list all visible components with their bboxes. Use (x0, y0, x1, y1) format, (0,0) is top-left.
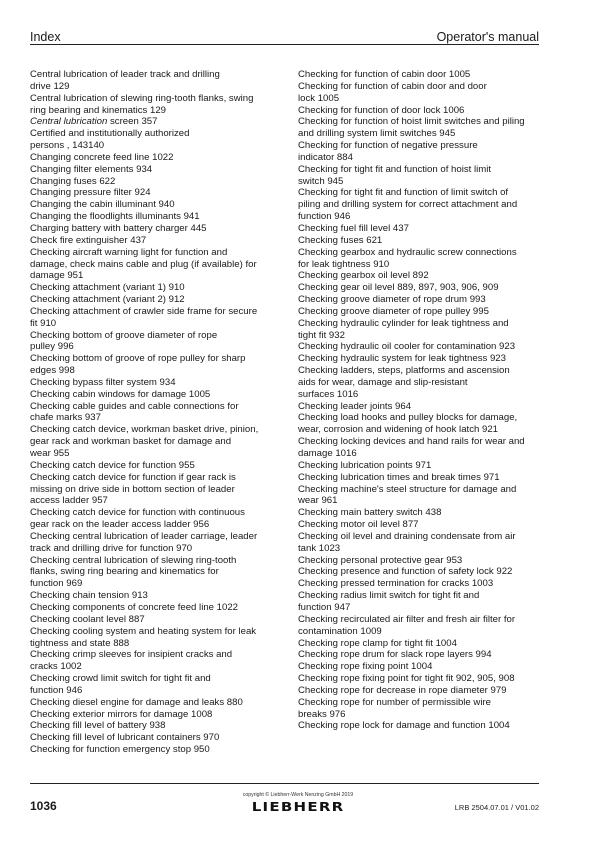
index-entry: Charging battery with battery charger 445 (30, 222, 207, 234)
index-entry: Checking fuel fill level 437 (298, 222, 409, 234)
index-entry: Checking groove diameter of rope pulley 995 (298, 305, 489, 317)
index-entry: Checking chain tension 913 (30, 590, 148, 602)
index-column-right (298, 69, 542, 732)
index-column-left (30, 69, 270, 756)
index-entry: Checking main battery switch 438 (298, 507, 442, 519)
header-document-title: Operator's manual (436, 30, 539, 44)
index-entry: Checking radius limit switch for tight fit and function 947 (298, 590, 480, 613)
index-entry: Checking catch device for function 955 (30, 459, 195, 471)
index-entry: Checking lubrication points 971 (298, 459, 432, 471)
index-entry: Checking for function of door lock 1006 (298, 104, 465, 116)
index-entry: Checking cooling system and heating system for leak tightness and state 888 (30, 625, 257, 649)
index-entry: Checking lubrication times and break times 971 (298, 471, 500, 483)
index-entry: Checking rope clamp for tight fit 1004 (298, 637, 457, 649)
index-entry: Checking groove diameter of rope drum 993 (298, 294, 486, 306)
index-entry: Checking bottom of groove diameter of rope pulley 996 (30, 329, 218, 353)
index-entry: Checking aircraft warning light for function and damage, check mains cable and plug (if available) for damage 951 (30, 246, 257, 282)
index-entry: Certified and institutionally authorized persons , 143140 (30, 128, 190, 152)
index-entry: Checking leader joints 964 (298, 400, 412, 412)
index-entry: Checking attachment of crawler side frame for secure fit 910 (30, 305, 258, 329)
index-entry: Checking central lubrication of leader carriage, leader track and drilling drive for function 970 (30, 530, 258, 554)
index-entry: Changing the floodlights illuminants 941 (30, 211, 200, 223)
index-entry: Checking hydraulic cylinder for leak tightness and tight fit 932 (298, 317, 509, 341)
index-entry: Checking for tight fit and function of hoist limit switch 945 (298, 163, 492, 187)
index-entry: Checking fill level of battery 938 (30, 720, 166, 732)
index-entry: Checking coolant level 887 (30, 613, 145, 625)
index-entry: Checking hydraulic oil cooler for contamination 923 (298, 341, 516, 353)
index-entry: Checking recirculated air filter and fresh air filter for contamination 1009 (298, 613, 516, 637)
footer-divider (30, 783, 539, 784)
index-entry: Changing the cabin illuminant 940 (30, 199, 175, 211)
index-entry: Checking cabin windows for damage 1005 (30, 388, 211, 400)
index-entry: Checking personal protective gear 953 (298, 554, 463, 566)
index-entry: Checking exterior mirrors for damage 1008 (30, 708, 213, 720)
index-entry: Checking components of concrete feed line 1022 (30, 601, 238, 613)
index-entry: Changing filter elements 934 (30, 163, 153, 175)
index-entry: Checking bottom of groove of rope pulley for sharp edges 998 (30, 353, 246, 377)
index-entry: Checking rope lock for damage and function 1004 (298, 720, 510, 732)
index-entry: Checking oil level and draining condensate from air tank 1023 (298, 530, 516, 554)
index-entry: Checking attachment (variant 2) 912 (30, 294, 185, 306)
index-entry: Checking hydraulic system for leak tightness 923 (298, 353, 506, 365)
index-entry: Checking central lubrication of slewing ring-tooth flanks, swing ring bearing and kinematics for function 969 (30, 554, 237, 590)
index-entry-italic: Central lubrication (30, 116, 108, 128)
index-entry: Checking rope fixing point for tight fit 902, 905, 908 (298, 673, 515, 685)
index-entry: Checking for function of cabin door and door lock 1005 (298, 80, 487, 104)
index-entry: Checking for function of hoist limit switches and piling and drilling system limit switches 945 (298, 116, 525, 140)
index-entry: Checking for function of cabin door 1005 (298, 69, 471, 80)
index-entry: Checking motor oil level 877 (298, 519, 419, 531)
index-entry: Central lubrication screen 357 (30, 116, 158, 128)
header-divider (30, 44, 539, 45)
index-entry: Checking bypass filter system 934 (30, 376, 176, 388)
index-entry: Checking rope for decrease in rope diameter 979 (298, 684, 507, 696)
index-entry: Checking pressed termination for cracks 1003 (298, 578, 494, 590)
index-entry: Checking fuses 621 (298, 234, 383, 246)
copyright-notice: copyright © Liebherr-Werk Nenzing GmbH 2019 (242, 792, 354, 798)
index-entry: Checking rope fixing point 1004 (298, 661, 433, 673)
index-entry: Checking for function emergency stop 950 (30, 744, 210, 756)
index-entry: Changing fuses 622 (30, 175, 116, 187)
index-entry: Checking diesel engine for damage and leaks 880 (30, 696, 243, 708)
index-entry: Checking rope drum for slack rope layers 994 (298, 649, 492, 661)
index-entry: Central lubrication of leader track and drilling drive 129 (30, 69, 220, 92)
index-entry: Changing concrete feed line 1022 (30, 151, 174, 163)
index-entry: Checking for function of negative pressure indicator 884 (298, 140, 478, 163)
index-entry: Checking load hooks and pulley blocks for damage, wear, corrosion and widening of hook latch 921 (298, 412, 518, 436)
index-entry: Checking crowd limit switch for tight fit and function 946 (30, 673, 211, 696)
index-entry: Checking catch device for function if gear rack is missing on drive side in bottom section of leader access ladder 957 (30, 471, 236, 507)
index-entry: Checking cable guides and cable connections for chafe marks 937 (30, 400, 239, 424)
index-entry: Central lubrication of slewing ring-tooth flanks, swing ring bearing and kinematics 129 (30, 92, 254, 116)
index-entry: Checking attachment (variant 1) 910 (30, 282, 185, 294)
index-entry: Checking rope for number of permissible wire breaks 976 (298, 696, 492, 720)
brand-logo: LIEBHERR (251, 800, 345, 814)
index-entry: Checking presence and function of safety lock 922 (298, 566, 513, 578)
page-header (30, 26, 539, 44)
header-section-title: Index (30, 30, 61, 44)
index-entry: Checking for tight fit and function of limit switch of piling and drilling system for correct attachment and function 946 (298, 187, 518, 223)
index-entry: Checking gear oil level 889, 897, 903, 906, 909 (298, 282, 499, 294)
index-entry: Checking machine's steel structure for damage and wear 961 (298, 483, 517, 507)
index-entry: Checking fill level of lubricant containers 970 (30, 732, 220, 744)
index-entry: Check fire extinguisher 437 (30, 234, 147, 246)
index-entry: Checking gearbox oil level 892 (298, 270, 429, 282)
page-number: 1036 (30, 799, 57, 813)
index-entry: Checking crimp sleeves for insipient cracks and cracks 1002 (30, 649, 233, 673)
index-entry: Checking gearbox and hydraulic screw connections for leak tightness 910 (298, 246, 517, 270)
index-entry: Changing pressure filter 924 (30, 187, 151, 199)
index-entry: Checking ladders, steps, platforms and ascension aids for wear, damage and slip-resistant surfaces 1016 (298, 365, 510, 400)
index-entry: Checking catch device, workman basket drive, pinion, gear rack and workman basket for damage and wear 955 (30, 424, 259, 459)
index-entry: Checking locking devices and hand rails for wear and damage 1016 (298, 436, 525, 459)
document-reference: LRB 2504.07.01 / V01.02 (454, 803, 539, 812)
index-entry: Checking catch device for function with continuous gear rack on the leader access ladder 956 (30, 507, 245, 531)
